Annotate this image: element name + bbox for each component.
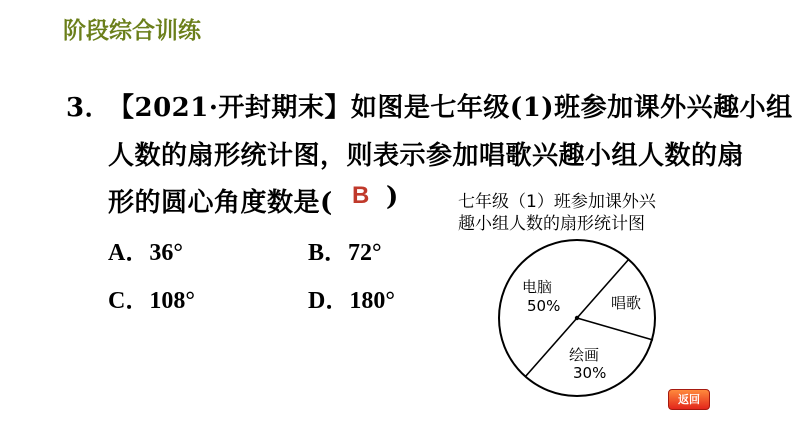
question-text-line2: 人数的扇形统计图，则表示参加唱歌兴趣小组人数的扇 bbox=[108, 141, 745, 171]
question-number: 3． bbox=[66, 93, 112, 123]
sector-label-computer: 电脑 bbox=[522, 278, 553, 296]
option-a: A．36° bbox=[108, 240, 183, 266]
pie-chart bbox=[490, 238, 670, 408]
question-text-closing-paren: ) bbox=[386, 182, 399, 212]
sector-percent-drawing: 30% bbox=[573, 364, 607, 382]
question-text-line3: 形的圆心角度数是( bbox=[108, 188, 333, 218]
sector-label-drawing: 绘画 bbox=[569, 346, 600, 364]
question-text-line1: 【2021·开封期末】如图是七年级(1)班参加课外兴趣小组 bbox=[108, 93, 793, 123]
sector-percent-computer: 50% bbox=[527, 297, 561, 315]
option-b: B．72° bbox=[308, 240, 382, 266]
back-button[interactable]: 返回 bbox=[668, 389, 710, 410]
chart-title-line1: 七年级（1）班参加课外兴 bbox=[458, 192, 656, 212]
answer-text: B bbox=[352, 182, 370, 209]
option-d: D．180° bbox=[308, 288, 395, 314]
section-title: 阶段综合训练 bbox=[63, 18, 201, 44]
sector-label-singing: 唱歌 bbox=[611, 294, 642, 312]
pie-center-dot bbox=[575, 316, 579, 320]
chart-title-line2: 趣小组人数的扇形统计图 bbox=[458, 214, 645, 234]
option-c: C．108° bbox=[108, 288, 195, 314]
